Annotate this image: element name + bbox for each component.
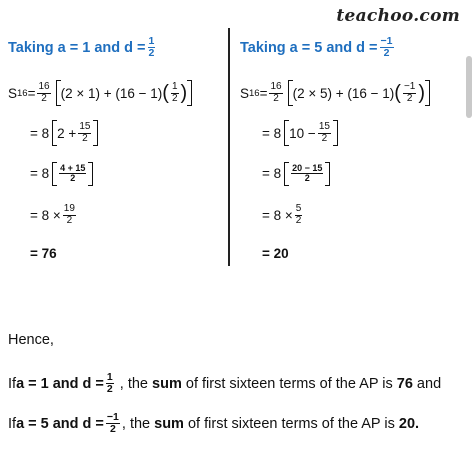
frac-num: 1	[171, 81, 178, 92]
frac-num: 4 + 15	[60, 163, 86, 173]
conclusion-line-2	[8, 412, 419, 435]
equals: =	[27, 85, 36, 101]
text: If	[8, 415, 17, 432]
close-paren: )	[418, 82, 426, 104]
frac-num: 1	[106, 371, 113, 383]
right-heading-text: Taking a = 5 and d =	[240, 39, 378, 56]
left-heading	[8, 36, 157, 59]
sum-keyword: sum	[154, 415, 184, 432]
sum-keyword: sum	[152, 375, 182, 392]
equals: = 8	[262, 166, 282, 182]
fraction	[171, 82, 179, 104]
s-symbol: S	[240, 85, 250, 101]
conclusion-line-1	[8, 372, 441, 395]
right-line-3	[262, 162, 333, 186]
s-subscript: 16	[17, 87, 28, 99]
frac-den: 2	[273, 92, 279, 104]
bracket-expression: (2 × 5) + (16 − 1)	[292, 85, 395, 101]
right-line-1	[240, 80, 433, 106]
square-bracket-group	[56, 80, 193, 106]
square-bracket-group	[52, 120, 98, 146]
right-heading-fraction	[380, 36, 394, 59]
fraction	[269, 82, 282, 104]
frac-num: −1	[106, 411, 119, 423]
square-bracket-group	[52, 162, 93, 186]
column-divider	[228, 28, 230, 266]
frac-num: 5	[295, 203, 302, 214]
bracket-expression: 10 −	[289, 125, 316, 141]
frac-den: 2	[109, 423, 116, 436]
bracket-expression: (2 × 1) + (16 − 1)	[60, 85, 163, 101]
teachoo-logo: teachoo.com	[336, 6, 460, 26]
right-line-4	[262, 204, 304, 226]
text: of first sixteen terms of the AP is	[183, 415, 399, 432]
text: and	[412, 375, 442, 392]
open-paren: (	[162, 82, 169, 104]
left-line-2	[30, 120, 101, 146]
text: , the	[115, 375, 153, 392]
square-bracket-group	[288, 80, 430, 106]
fraction	[59, 164, 86, 184]
fraction	[106, 412, 120, 435]
right-line-2	[262, 120, 341, 146]
square-bracket-group	[284, 162, 330, 186]
frac-den: 2	[106, 383, 113, 396]
frac-num: 15	[79, 121, 91, 132]
frac-num: 15	[318, 121, 330, 132]
frac-num: 16	[270, 81, 282, 92]
frac-num: 16	[38, 81, 50, 92]
fraction	[63, 204, 76, 226]
left-heading-text: Taking a = 1 and d =	[8, 39, 146, 56]
frac-den: 2	[406, 92, 413, 104]
frac-num: 19	[63, 203, 75, 214]
left-result: = 76	[30, 246, 57, 261]
equals: = 8	[262, 125, 282, 141]
scrollbar[interactable]	[466, 56, 472, 118]
condition-text: a = 5 and d =	[16, 415, 104, 432]
right-result: = 20	[262, 246, 289, 261]
equals: = 8 ×	[262, 207, 293, 223]
square-bracket-group	[284, 120, 338, 146]
close-paren: )	[180, 82, 188, 104]
open-paren: (	[394, 82, 401, 104]
left-line-4	[30, 204, 78, 226]
fraction	[78, 122, 91, 144]
left-heading-fraction	[148, 36, 156, 59]
frac-den: 2	[66, 214, 73, 226]
frac-den: 2	[304, 173, 310, 184]
frac-den: 2	[383, 47, 390, 60]
text: , the	[121, 415, 155, 432]
condition-text: a = 1 and d =	[16, 375, 104, 392]
text: If	[8, 375, 17, 392]
equals: = 8 ×	[30, 207, 61, 223]
hence-text: Hence,	[8, 332, 54, 348]
result-value: 76	[396, 375, 413, 392]
frac-den: 2	[41, 92, 47, 104]
fraction	[403, 82, 416, 104]
fraction	[295, 204, 303, 226]
s-symbol: S	[8, 85, 18, 101]
left-line-1	[8, 80, 195, 106]
bracket-expression: 2 +	[57, 125, 77, 141]
equals: = 8	[30, 125, 50, 141]
left-line-3	[30, 162, 96, 186]
right-heading	[240, 36, 396, 59]
fraction	[106, 372, 114, 395]
frac-den: 2	[295, 214, 302, 226]
fraction	[318, 122, 331, 144]
equals: =	[259, 85, 268, 101]
frac-num: 20 − 15	[292, 163, 323, 173]
frac-den: 2	[171, 92, 178, 104]
frac-num: 1	[148, 35, 155, 47]
equals: = 8	[30, 166, 50, 182]
fraction	[291, 164, 323, 184]
frac-num: −1	[403, 81, 416, 92]
frac-num: −1	[380, 35, 393, 47]
frac-den: 2	[321, 132, 328, 144]
frac-den: 2	[70, 173, 76, 184]
frac-den: 2	[82, 132, 88, 144]
result-value: 20.	[398, 415, 420, 432]
frac-den: 2	[148, 47, 155, 60]
s-subscript: 16	[249, 87, 260, 99]
text: of first sixteen terms of the AP is	[181, 375, 397, 392]
fraction	[37, 82, 50, 104]
